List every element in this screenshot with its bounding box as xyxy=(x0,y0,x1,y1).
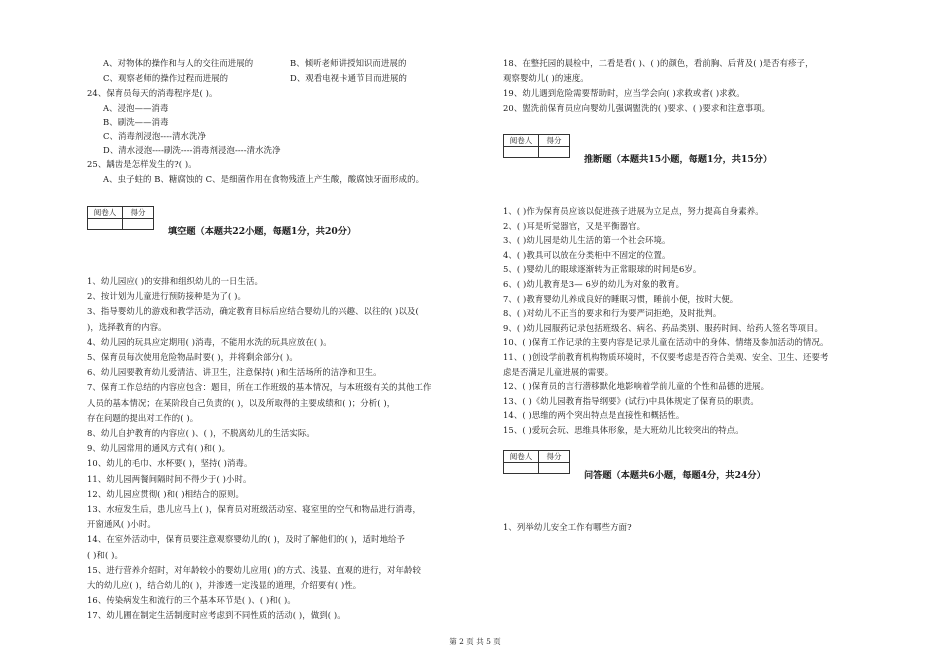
fill-question-line: 1、幼儿园应( )的安排和组织幼儿的一日生活。 xyxy=(87,276,263,286)
fill-question-line: 13、水痘发生后，患儿应马上( )，保育员对班级活动室、寝室里的空气和物品进行消毒， xyxy=(87,504,421,514)
score-cell-reviewer xyxy=(504,463,539,474)
fill-question-line: 5、保育员每次使用危险物品时要( )，并将剩余部分( )。 xyxy=(87,352,298,362)
fill-question-line: 大的幼儿应( )，结合幼儿的( )，并渗透一定浅显的道理，介绍要有( )性。 xyxy=(87,580,362,590)
fill-question-line: 18、在整托园的晨检中，二看是看( )、( )的颜色，看前胸、后背及( )是否有疹子， xyxy=(503,58,814,68)
fill-question-line: 6、幼儿园要教育幼儿爱清洁、讲卫生，注意保持( )和生活场所的洁净和卫生。 xyxy=(87,367,382,378)
q24-option-d: D、清水浸泡----刷洗----消毒剂浸泡----清水洗净 xyxy=(103,145,281,155)
score-cell-score xyxy=(123,219,154,230)
fill-question-line: 17、幼儿圃在制定生活制度时应考虑到不同性质的活动( )，做到( )。 xyxy=(87,610,346,621)
q24-option-c: C、消毒剂浸泡----清水洗净 xyxy=(103,131,206,141)
judge-question-line: 9、( )幼儿园服药记录包括班级名、病名、药品类别、服药时间、给药人签名等项目。 xyxy=(503,322,824,333)
judge-question-line: 13、( )《幼儿园教育指导纲要》(试行)中具体规定了保育员的职责。 xyxy=(503,395,759,406)
q23-option-c: C、观察老师的操作过程而进展的 xyxy=(103,73,229,83)
judge-question-line: 11、( )创设学前教育机构物质环境时，不仅要考虑是否符合美观、安全、卫生、还要考 xyxy=(503,352,829,362)
page-footer: 第 2 页 共 5 页 xyxy=(449,637,501,646)
judge-question-line: 2、( )耳是听觉器官，又是平衡器官。 xyxy=(503,220,646,231)
fill-question-line: 14、在室外活动中，保育员要注意观察婴幼儿的( )，及时了解他们的( )，适时地给予 xyxy=(87,534,405,545)
q25-stem: 25、龋齿是怎样发生的?( )。 xyxy=(87,159,197,169)
score-cell-score xyxy=(539,463,570,474)
q23-option-a: A、对物体的操作和与人的交往而进展的 xyxy=(103,58,254,68)
judge-section-title: 推断题（本题共15小题，每题1分，共15分） xyxy=(584,154,773,165)
fill-question-line: 存在问题的提出对工作的( )。 xyxy=(87,412,199,423)
judge-score-box xyxy=(503,134,570,158)
fill-question-line: )，选择教育的内容。 xyxy=(87,321,167,332)
q24-stem: 24、保育员每天的消毒程序是( )。 xyxy=(87,88,218,98)
fill-question-line: 9、幼儿园常用的通风方式有( )和( )。 xyxy=(87,443,231,454)
judge-question-line: 14、( )思维的两个突出特点是直接性和概括性。 xyxy=(503,410,685,421)
fill-question-line: 20、盥洗前保育员应向婴幼儿强调盥洗的( )要求、( )要求和注意事项。 xyxy=(503,103,771,113)
q23-option-b: B、倾听老师讲授知识而进展的 xyxy=(290,58,407,68)
judge-question-line: 10、( )保育工作记录的主要内容是记录儿童在活动中的身体、情绪及参加活动的情况。 xyxy=(503,337,829,348)
fill-question-line: 10、幼儿的毛巾、水杯要( )，坚持( )消毒。 xyxy=(87,458,253,469)
fill-question-line: 12、幼儿园应贯彻( )和( )相结合的原则。 xyxy=(87,488,244,499)
qa-question-line: 1、列举幼儿安全工作有哪些方面? xyxy=(503,522,632,532)
score-label-reviewer: 阅卷人 xyxy=(504,451,539,463)
fill-question-line: 4、幼儿园的玩具应定期用( )消毒，不能用水洗的玩具应放在( )。 xyxy=(87,336,332,347)
judge-question-line: 虑是否满足儿童进展的需要。 xyxy=(503,366,614,377)
fill-question-line: 观察婴幼儿( )的速度。 xyxy=(503,73,589,83)
score-cell-reviewer xyxy=(504,147,539,158)
q25-options: A、虫子蛀的 B、糖腐蚀的 C、是细菌作用在食物残渣上产生酸，酸腐蚀牙面形成的。 xyxy=(103,174,425,184)
judge-question-line: 5、( )婴幼儿的眼球逐渐转为正常眼球的时间是6岁。 xyxy=(503,264,702,275)
judge-question-line: 4、( )教具可以放在分类柜中不固定的位置。 xyxy=(503,249,671,260)
fill-score-box xyxy=(87,206,154,230)
judge-question-line: 12、( )保育员的言行潜移默化地影响着学前儿童的个性和品德的进展。 xyxy=(503,381,770,392)
fill-section-title: 填空题（本题共22小题，每题1分，共20分） xyxy=(168,226,357,237)
judge-question-line: 6、( )幼儿教育是3— 6岁的幼儿为对象的教育。 xyxy=(503,279,685,289)
fill-question-line: 16、传染病发生和流行的三个基本环节是( )、( )和( )。 xyxy=(87,595,296,606)
judge-question-line: 15、( )爱玩会玩、思维具体形象，是大班幼儿比较突出的特点。 xyxy=(503,425,744,435)
score-cell-reviewer xyxy=(88,219,123,230)
judge-question-line: 1、( )作为保育员应该以促进孩子进展为立足点，努力提高自身素养。 xyxy=(503,206,764,216)
score-label-score: 得分 xyxy=(123,207,154,219)
qa-score-box xyxy=(503,450,570,474)
score-label-score: 得分 xyxy=(539,451,570,463)
score-label-score: 得分 xyxy=(539,135,570,147)
judge-question-line: 8、( )对幼儿不正当的要求和行为要严词拒绝，及时批判。 xyxy=(503,308,722,319)
fill-question-line: 3、指导婴幼儿的游戏和教学活动，确定教育目标后应结合婴幼儿的兴趣、以往的( )以及( xyxy=(87,306,419,317)
fill-question-line: 人员的基本情况；在某阶段自己负责的( )，以及所取得的主要成绩和( )；分析( )， xyxy=(87,397,396,408)
fill-question-line: ( )和( )。 xyxy=(87,549,123,560)
fill-question-line: 11、幼儿园两餐间隔时间不得少于( )小时。 xyxy=(87,473,252,484)
score-cell-score xyxy=(539,147,570,158)
fill-question-line: 7、保育工作总结的内容应包含：题目，所在工作班级的基本情况，与本班级有关的其他工作 xyxy=(87,382,432,393)
qa-section-title: 问答题（本题共6小题，每题4分，共24分） xyxy=(584,470,766,481)
fill-question-line: 15、进行营养介绍时，对年龄较小的婴幼儿应用( )的方式、浅显、直观的进行，对年龄较 xyxy=(87,564,421,575)
q23-option-d: D、观看电视卡通节目而进展的 xyxy=(290,73,407,83)
score-label-reviewer: 阅卷人 xyxy=(88,207,123,219)
fill-question-line: 8、幼儿自护教育的内容应( )、( )，不脱离幼儿的生活实际。 xyxy=(87,428,315,438)
q24-option-a: A、浸泡——消毒 xyxy=(103,103,169,113)
fill-question-line: 19、幼儿遇到危险需要帮助时，应当学会向( )求救或者( )求救。 xyxy=(503,88,745,98)
fill-question-line: 2、按计划为儿童进行预防接种是为了( )。 xyxy=(87,291,246,302)
judge-question-line: 3、( )幼儿园是幼儿生活的第一个社会环境。 xyxy=(503,235,671,246)
q24-option-b: B、刷洗——消毒 xyxy=(103,117,169,127)
score-label-reviewer: 阅卷人 xyxy=(504,135,539,147)
fill-question-line: 开窗通风( )小时。 xyxy=(87,519,156,530)
judge-question-line: 7、( )教育婴幼儿养成良好的睡眠习惯，睡前小便，按时大便。 xyxy=(503,293,739,304)
